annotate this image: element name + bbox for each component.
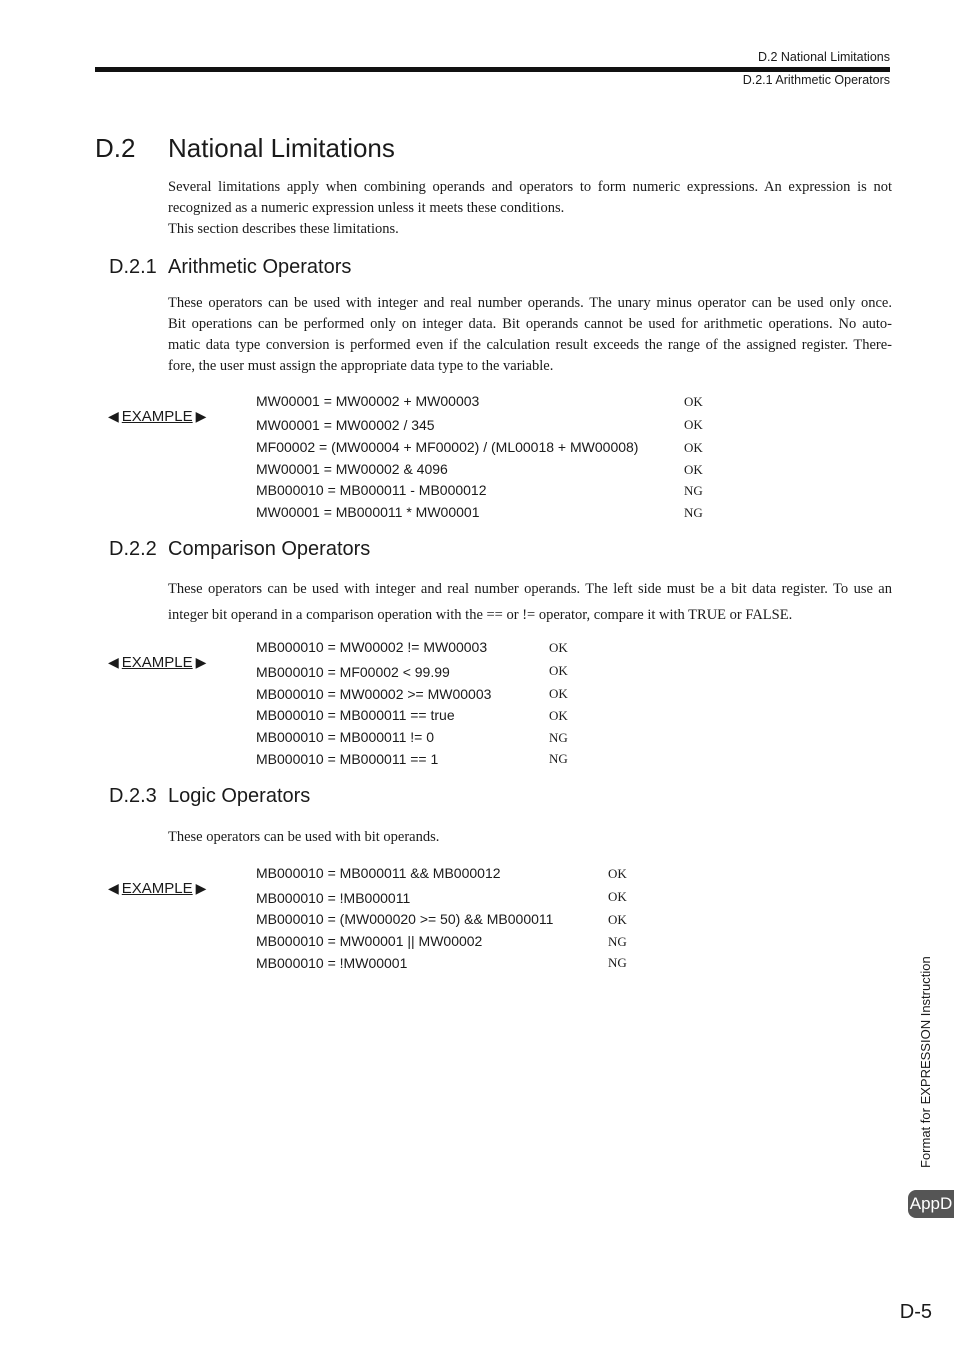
example-result: NG	[684, 505, 703, 520]
section-number: D.2	[95, 133, 136, 163]
triangle-right-icon: ▶	[195, 408, 207, 424]
section-title-text: National Limitations	[168, 133, 395, 163]
paragraph-line: matic data type conversion is performed even if the calculation result exceeds the range of the assigned register. There-	[168, 337, 892, 353]
example-result: NG	[549, 751, 568, 766]
example-expression: MB000010 = MW00002 != MW00003	[256, 639, 488, 655]
example-result: NG	[549, 730, 568, 745]
logic-description	[168, 827, 892, 848]
example-expression: MB000010 = MW00001 || MW00002	[256, 933, 483, 949]
triangle-left-icon: ◀	[108, 408, 119, 424]
example-expression: MW00001 = MB000011 * MW00001	[256, 504, 480, 520]
example-expression: MB000010 = MB000011 != 0	[256, 729, 434, 745]
example-text: EXAMPLE	[121, 880, 193, 897]
subsection-number: D.2.1	[109, 256, 157, 278]
arithmetic-description	[168, 293, 892, 377]
example-expression: MB000010 = MB000011 == true	[256, 707, 455, 723]
example-expression: MB000010 = MW00002 >= MW00003	[256, 686, 492, 702]
header-rule	[95, 67, 890, 72]
subsection-title-logic	[109, 785, 310, 808]
paragraph-line: These operators can be used with bit operands.	[168, 829, 440, 845]
example-result: OK	[684, 417, 703, 432]
subsection-title-text: Logic Operators	[168, 785, 311, 807]
subsection-number: D.2.3	[109, 785, 157, 807]
triangle-right-icon: ▶	[195, 654, 207, 670]
example-result: NG	[608, 934, 627, 949]
example-result: OK	[608, 889, 627, 904]
section-intro	[168, 177, 892, 240]
triangle-left-icon: ◀	[108, 880, 119, 896]
subsection-title-arithmetic	[109, 256, 351, 279]
paragraph-line: integer bit operand in a comparison operation with the == or != operator, compare it with TRUE or FALSE.	[168, 607, 793, 623]
triangle-right-icon: ▶	[195, 880, 207, 896]
example-result: NG	[684, 483, 703, 498]
example-text: EXAMPLE	[121, 408, 193, 425]
example-result: OK	[684, 440, 703, 455]
example-result: OK	[549, 663, 568, 678]
example-label	[108, 654, 206, 671]
subsection-title-text: Comparison Operators	[168, 538, 371, 560]
subsection-title-comparison	[109, 538, 370, 561]
example-expression: MB000010 = !MB000011	[256, 890, 411, 906]
example-expression: MB000010 = MB000011 == 1	[256, 751, 439, 767]
example-expression: MW00001 = MW00002 + MW00003	[256, 393, 480, 409]
running-header-subsection: D.2.1 Arithmetic Operators	[742, 73, 890, 87]
example-result: NG	[608, 955, 627, 970]
paragraph-line: These operators can be used with integer and real number operands. The unary minus operator can be used only once.	[168, 295, 892, 311]
appendix-tab: AppD	[908, 1190, 954, 1218]
paragraph-line: fore, the user must assign the appropriate data type to the variable.	[168, 358, 554, 374]
side-chapter-title: Format for EXPRESSION Instruction	[918, 956, 933, 1168]
intro-line: Several limitations apply when combining operands and operators to form numeric expressions. An expression is not	[168, 179, 892, 195]
example-expression: MW00001 = MW00002 & 4096	[256, 461, 448, 477]
example-result: OK	[684, 394, 703, 409]
paragraph-line: Bit operations can be performed only on integer data. Bit operands cannot be used for arithmetic operations. No auto-	[168, 316, 892, 332]
example-result: OK	[549, 708, 568, 723]
example-result: OK	[549, 640, 568, 655]
example-label	[108, 408, 206, 425]
example-result: OK	[684, 462, 703, 477]
example-text: EXAMPLE	[121, 654, 193, 671]
subsection-title-text: Arithmetic Operators	[168, 256, 352, 278]
example-expression: MB000010 = MF00002 < 99.99	[256, 664, 450, 680]
example-expression: MF00002 = (MW00004 + MF00002) / (ML00018 + MW00008)	[256, 439, 639, 455]
intro-line: This section describes these limitations.	[168, 221, 399, 237]
comparison-description	[168, 576, 892, 628]
example-expression: MB000010 = (MW000020 >= 50) && MB000011	[256, 911, 554, 927]
intro-line: recognized as a numeric expression unless it meets these conditions.	[168, 200, 565, 216]
subsection-number: D.2.2	[109, 538, 157, 560]
example-result: OK	[608, 912, 627, 927]
example-result: OK	[608, 866, 627, 881]
example-label	[108, 880, 206, 897]
paragraph-line: These operators can be used with integer and real number operands. The left side must be a bit data register. To use an	[168, 581, 892, 597]
running-header-section: D.2 National Limitations	[757, 50, 890, 64]
triangle-left-icon: ◀	[108, 654, 119, 670]
example-result: OK	[549, 686, 568, 701]
example-expression: MW00001 = MW00002 / 345	[256, 417, 435, 433]
example-expression: MB000010 = !MW00001	[256, 955, 408, 971]
page-number: D-5	[899, 1301, 932, 1323]
example-expression: MB000010 = MB000011 && MB000012	[256, 865, 501, 881]
section-title	[95, 133, 395, 164]
example-expression: MB000010 = MB000011 - MB000012	[256, 482, 487, 498]
